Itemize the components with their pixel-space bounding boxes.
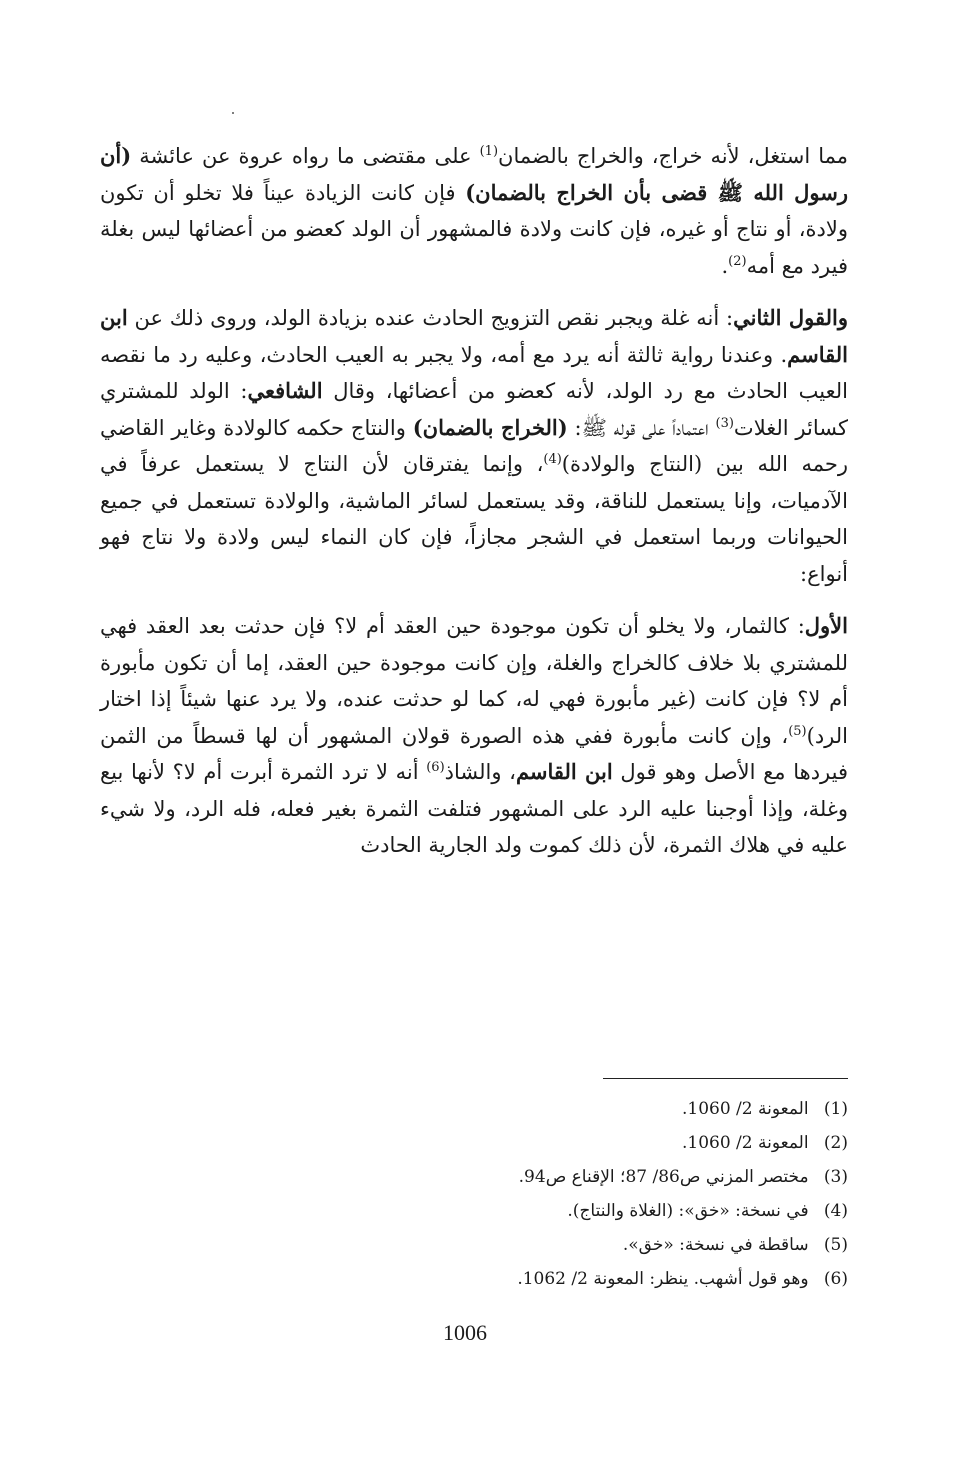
footnote-ref: (5) bbox=[788, 723, 807, 739]
footnote bbox=[300, 1160, 848, 1194]
footnote-number: (3) bbox=[823, 1167, 848, 1187]
footnote bbox=[300, 1228, 848, 1262]
text-run: فإن كانت الزيادة عيناً فلا تخلو أن تكون ولادة، أو نتاج أو غيره، فإن كانت ولادة فالمشهور أن الولد كعضو من أعضائها ليس بغلة فيرد مع أمه bbox=[100, 180, 848, 278]
footnote-text: ساقطة في نسخة: «خق». bbox=[622, 1235, 809, 1255]
footnote-ref: (2) bbox=[728, 253, 747, 269]
footnote-number: (6) bbox=[823, 1269, 848, 1289]
text-run: . bbox=[721, 253, 729, 278]
paragraph-3 bbox=[100, 608, 848, 864]
bold-phrase: والقول الثاني bbox=[733, 305, 848, 330]
bold-phrase: الأول bbox=[804, 613, 848, 638]
footnote-number: (2) bbox=[823, 1133, 848, 1153]
footnote-number: (1) bbox=[823, 1099, 848, 1119]
bold-phrase: (الخراج بالضمان) bbox=[412, 414, 568, 440]
footnote-text: في نسخة: «خق»: (الغلاة والنتاج). bbox=[567, 1201, 809, 1221]
text-run: ، وإن كانت مأبورة ففي هذه الصورة قولان المشهور أن لها قسطاً من الثمن فيردها مع الأصل وهو قول bbox=[100, 723, 849, 784]
footnote bbox=[300, 1262, 848, 1296]
text-run: اعتماداً على قوله ﷺ: bbox=[567, 415, 716, 440]
scan-speck bbox=[232, 112, 234, 114]
text-run: ، وإنما يفترقان لأن النتاج لا يستعمل عرفاً في الآدميات، وإنا يستعمل للناقة، وقد يستعمل لسائر الماشية، والولادة تستعمل في جميع الحيوانات وربما استعمل في الشجر مجازاً، فإن كان النماء ليس ولادة ولا نتاج فهو أنواع: bbox=[100, 452, 848, 586]
bold-phrase: ابن القاسم bbox=[515, 759, 613, 784]
text-run: على مقتضى ما رواه عروة عن عائشة bbox=[131, 144, 480, 168]
page-number: 1006 bbox=[443, 1320, 487, 1345]
text-run: : الولد للمشتري كسائر الغلات bbox=[100, 379, 848, 440]
text-run: ، والشاذ bbox=[444, 760, 516, 784]
text-run: . وعندنا رواية ثالثة أنه يرد مع أمه، ولا يجبر به العيب الحادث، وعليه رد ما نقصه العيب الحادث مع رد الولد، لأنه كعضو من أعضائها، وقال bbox=[100, 342, 848, 403]
footnote-ref: (6) bbox=[426, 760, 445, 775]
footnote-number: (4) bbox=[823, 1201, 848, 1221]
main-text bbox=[100, 138, 848, 864]
footnotes bbox=[300, 1092, 848, 1296]
text-run: مما استغل، لأنه خراج، والخراج بالضمان bbox=[498, 144, 849, 168]
bold-phrase: (أن رسول الله ﷺ قضى بأن الخراج بالضمان) bbox=[100, 143, 848, 205]
footnote-number: (5) bbox=[823, 1235, 848, 1255]
text-run: : كالثمار، ولا يخلو أن تكون موجودة حين العقد أم لا؟ فإن حدثت بعد العقد فهي للمشتري بلا خلاف كالخراج والغلة، وإن كانت موجودة حين العقد، إما أن تكون مأبورة أم لا؟ فإن كانت (غير مأبورة فهي له، كما لو حدثت عنده، ولا يرد عنها شيئاً إذا اختار الرد) bbox=[100, 614, 848, 748]
text-run: أنه لا ترد الثمرة أبرت أم لا؟ لأنها بيع وغلة، وإذا أوجبنا عليه الرد على المشهور فتلفت الثمرة بغير فعله، فله الرد، ولا شيء عليه في هلاك الثمرة، لأن ذلك كموت ولد الجارية الحادث bbox=[100, 760, 848, 857]
footnote-ref: (1) bbox=[479, 144, 499, 159]
footnote-separator bbox=[603, 1078, 848, 1079]
footnote bbox=[300, 1126, 848, 1160]
footnote-ref: (3) bbox=[715, 415, 734, 431]
bold-phrase: ابن القاسم bbox=[100, 305, 848, 367]
footnote-text: المعونة 2/ 1060. bbox=[681, 1099, 809, 1119]
paragraph-2 bbox=[100, 300, 848, 592]
bold-phrase: الشافعي bbox=[247, 378, 323, 403]
footnote bbox=[300, 1194, 848, 1228]
paragraph-1 bbox=[100, 138, 848, 284]
footnote-text: مختصر المزني ص86/ 87؛ الإقناع ص94. bbox=[518, 1167, 809, 1187]
footnote-text: المعونة 2/ 1060. bbox=[681, 1133, 809, 1153]
footnote bbox=[300, 1092, 848, 1126]
footnote-text: وهو قول أشهب. ينظر: المعونة 2/ 1062. bbox=[517, 1269, 809, 1289]
footnote-ref: (4) bbox=[543, 452, 562, 467]
text-run: : أنه غلة ويجبر نقص التزويج الحادث عنده بزيادة الولد، وروى ذلك عن bbox=[127, 306, 734, 330]
text-run: والنتاج حكمه كالولادة وغاير القاضي رحمه الله بين (النتاج والولادة) bbox=[100, 415, 848, 476]
